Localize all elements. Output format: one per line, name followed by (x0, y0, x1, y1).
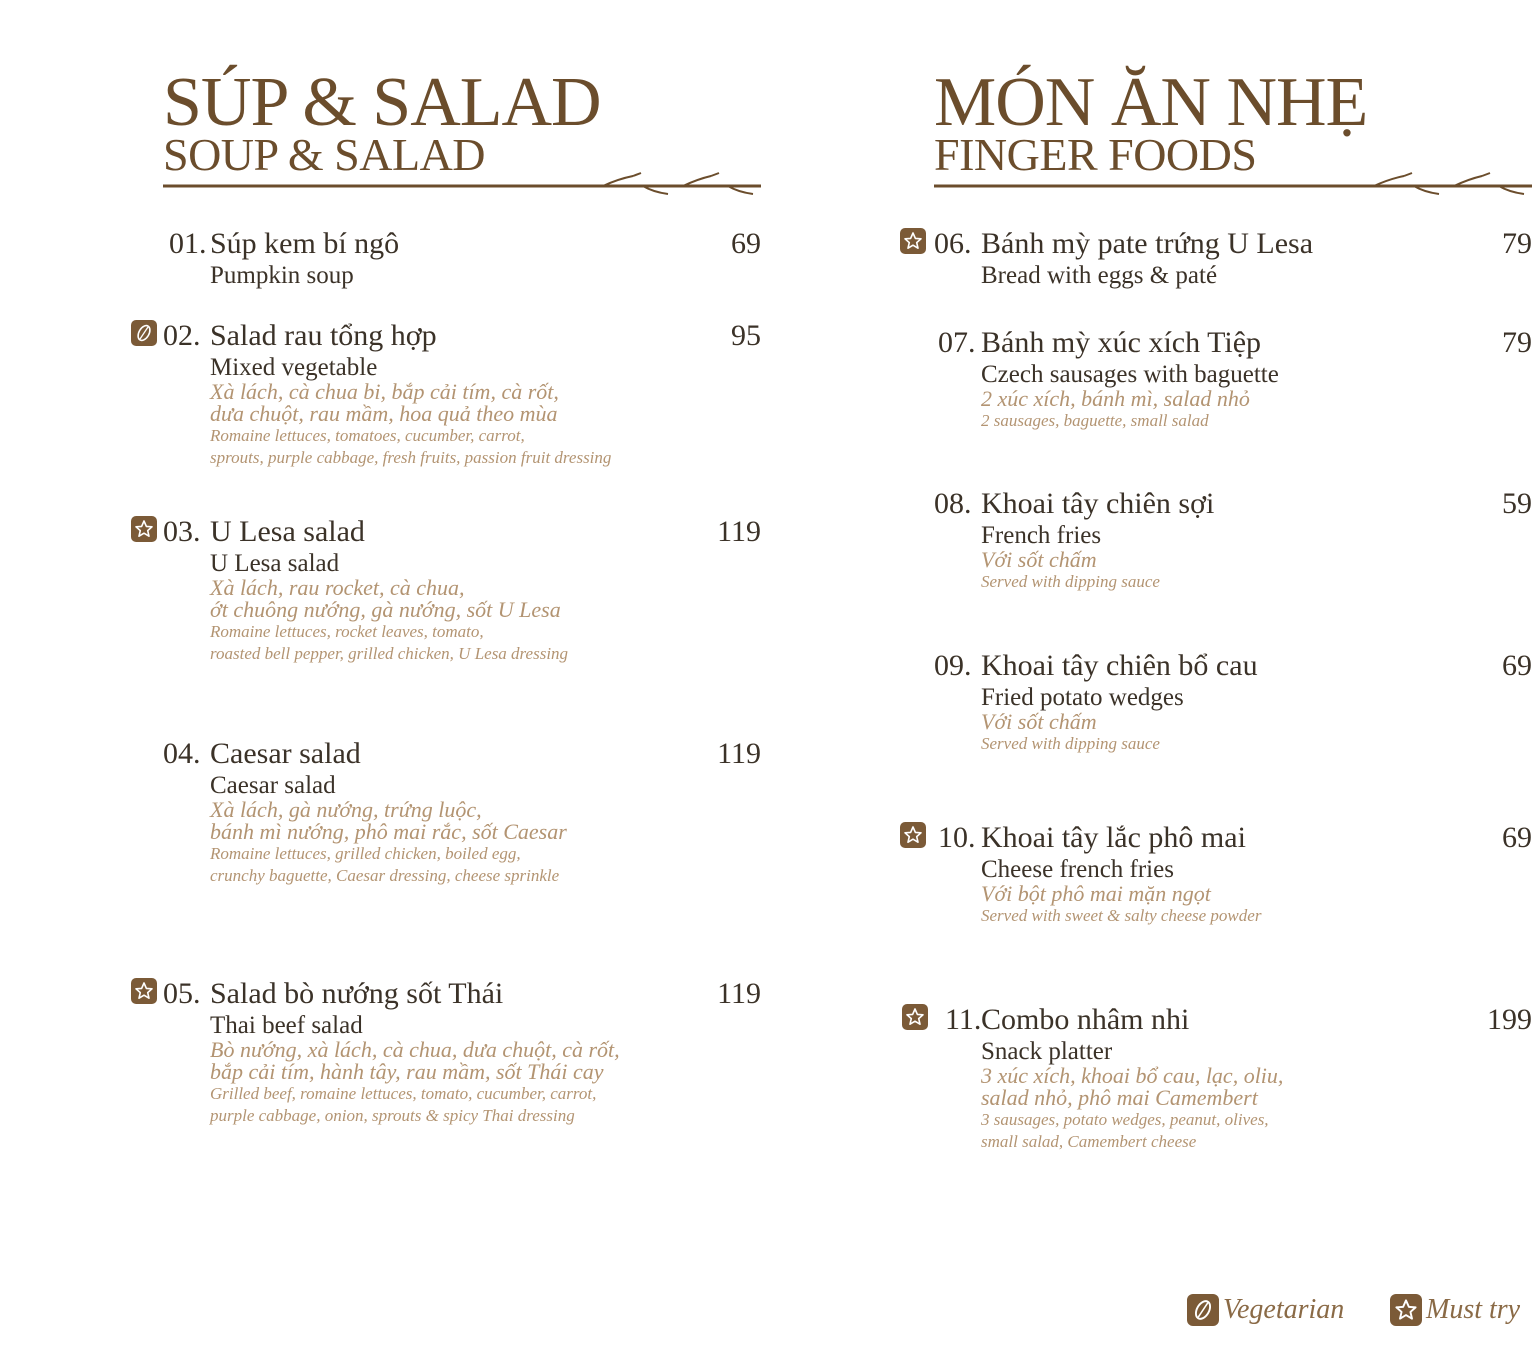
item-name-en: Pumpkin soup (210, 262, 354, 289)
menu-item (163, 736, 761, 887)
item-description-en: Romaine lettuces, grilled chicken, boiled egg, (210, 844, 521, 863)
item-description-en: small salad, Camembert cheese (981, 1132, 1197, 1151)
item-name: Combo nhâm nhi (981, 1003, 1190, 1036)
item-number: 09. (934, 649, 972, 682)
item-description-en: purple cabbage, onion, sprouts & spicy Thai dressing (210, 1106, 575, 1125)
menu-item (163, 226, 761, 289)
section-title-vi: SÚP & SALAD (163, 64, 601, 141)
item-price: 69 (1502, 821, 1532, 854)
item-name: Salad bò nướng sốt Thái (210, 977, 504, 1010)
item-description-vi: bánh mì nướng, phô mai rắc, sốt Caesar (210, 819, 567, 844)
item-description-vi: salad nhỏ, phô mai Camembert (981, 1085, 1258, 1110)
item-description-en: Served with dipping sauce (981, 572, 1160, 591)
menu-item (163, 514, 761, 665)
item-number: 07. (938, 326, 976, 359)
item-number: 06. (934, 227, 972, 260)
star-icon (900, 228, 926, 254)
item-name: Khoai tây chiên bổ cau (981, 649, 1258, 682)
leaf-icon (131, 320, 157, 346)
item-description-vi: Xà lách, gà nướng, trứng luộc, (210, 797, 482, 822)
menu-item (934, 1002, 1532, 1153)
menu-item (934, 820, 1532, 927)
item-price: 119 (717, 515, 761, 548)
item-name-en: Snack platter (981, 1038, 1113, 1065)
item-price: 69 (731, 227, 761, 260)
item-name-en: Cheese french fries (981, 856, 1174, 883)
item-price: 79 (1502, 227, 1532, 260)
item-description-vi: Với bột phô mai mặn ngọt (981, 881, 1211, 906)
item-price: 69 (1502, 649, 1532, 682)
menu-item (934, 648, 1532, 755)
item-number: 03. (163, 515, 201, 548)
item-description-en: Served with sweet & salty cheese powder (981, 906, 1262, 925)
item-price: 119 (717, 977, 761, 1010)
leaf-icon (1187, 1294, 1219, 1326)
item-description-vi: dưa chuột, rau mầm, hoa quả theo mùa (210, 401, 558, 426)
item-name: Khoai tây lắc phô mai (981, 821, 1246, 854)
section-title-en: SOUP & SALAD (163, 129, 486, 180)
item-number: 04. (163, 737, 201, 770)
item-name: Salad rau tổng hợp (210, 319, 437, 352)
item-description-en: 2 sausages, baguette, small salad (981, 411, 1209, 430)
item-description-vi: ớt chuông nướng, gà nướng, sốt U Lesa (210, 597, 561, 622)
item-description-en: 3 sausages, potato wedges, peanut, olives, (981, 1110, 1269, 1129)
item-description-en: Grilled beef, romaine lettuces, tomato, cucumber, carrot, (210, 1084, 597, 1103)
legend-label: Vegetarian (1223, 1294, 1345, 1325)
branch-divider (934, 170, 1532, 200)
menu-item (163, 976, 761, 1127)
section-title-vi: MÓN ĂN NHẸ (934, 64, 1368, 141)
item-name: Khoai tây chiên sợi (981, 487, 1215, 520)
item-name-en: Thai beef salad (210, 1012, 363, 1039)
item-description-en: Romaine lettuces, tomatoes, cucumber, carrot, (210, 426, 525, 445)
section-title-en: FINGER FOODS (934, 129, 1257, 180)
menu-item (934, 325, 1532, 432)
item-number: 11. (945, 1003, 982, 1036)
item-description-en: Served with dipping sauce (981, 734, 1160, 753)
star-icon (902, 1004, 928, 1030)
item-price: 119 (717, 737, 761, 770)
item-name-en: French fries (981, 522, 1102, 549)
item-description-en: crunchy baguette, Caesar dressing, cheese sprinkle (210, 866, 560, 885)
item-description-en: roasted bell pepper, grilled chicken, U Lesa dressing (210, 644, 569, 663)
item-description-en: sprouts, purple cabbage, fresh fruits, passion fruit dressing (210, 448, 612, 467)
star-icon (900, 822, 926, 848)
item-name: Bánh mỳ xúc xích Tiệp (981, 326, 1262, 359)
legend-label: Must try (1426, 1294, 1521, 1325)
item-description-vi: Xà lách, rau rocket, cà chua, (210, 575, 465, 600)
item-name: Súp kem bí ngô (210, 227, 400, 260)
item-price: 79 (1502, 326, 1532, 359)
item-number: 10. (938, 821, 976, 854)
item-price: 59 (1502, 487, 1532, 520)
item-name-en: Mixed vegetable (210, 354, 378, 381)
item-description-vi: bắp cải tím, hành tây, rau mầm, sốt Thái cay (210, 1059, 604, 1084)
item-number: 02. (163, 319, 201, 352)
item-description-vi: Xà lách, cà chua bi, bắp cải tím, cà rốt, (210, 379, 559, 404)
star-icon (1390, 1294, 1422, 1326)
item-number: 08. (934, 487, 972, 520)
item-number: 05. (163, 977, 201, 1010)
item-number: 01. (169, 227, 207, 260)
item-description-vi: 3 xúc xích, khoai bổ cau, lạc, oliu, (981, 1063, 1284, 1088)
item-price: 95 (731, 319, 761, 352)
item-description-vi: 2 xúc xích, bánh mì, salad nhỏ (981, 386, 1250, 411)
menu-item (934, 226, 1532, 289)
star-icon (131, 516, 157, 542)
item-name-en: Caesar salad (210, 772, 336, 799)
item-name-en: Fried potato wedges (981, 684, 1184, 711)
item-description-vi: Bò nướng, xà lách, cà chua, dưa chuột, cà rốt, (210, 1037, 620, 1062)
item-name-en: Bread with eggs & paté (981, 262, 1218, 289)
item-name: Caesar salad (210, 737, 361, 770)
item-description-vi: Với sốt chấm (981, 547, 1097, 572)
branch-divider (163, 170, 761, 200)
menu-item (163, 318, 761, 469)
legend-vegetarian (1187, 1294, 1344, 1326)
item-name-en: U Lesa salad (210, 550, 340, 577)
item-name: U Lesa salad (210, 515, 365, 548)
star-icon (131, 978, 157, 1004)
item-description-vi: Với sốt chấm (981, 709, 1097, 734)
item-price: 199 (1487, 1003, 1532, 1036)
menu-item (934, 486, 1532, 593)
item-name-en: Czech sausages with baguette (981, 361, 1279, 388)
item-name: Bánh mỳ pate trứng U Lesa (981, 227, 1314, 260)
legend-must-try (1390, 1294, 1520, 1326)
item-description-en: Romaine lettuces, rocket leaves, tomato, (210, 622, 484, 641)
